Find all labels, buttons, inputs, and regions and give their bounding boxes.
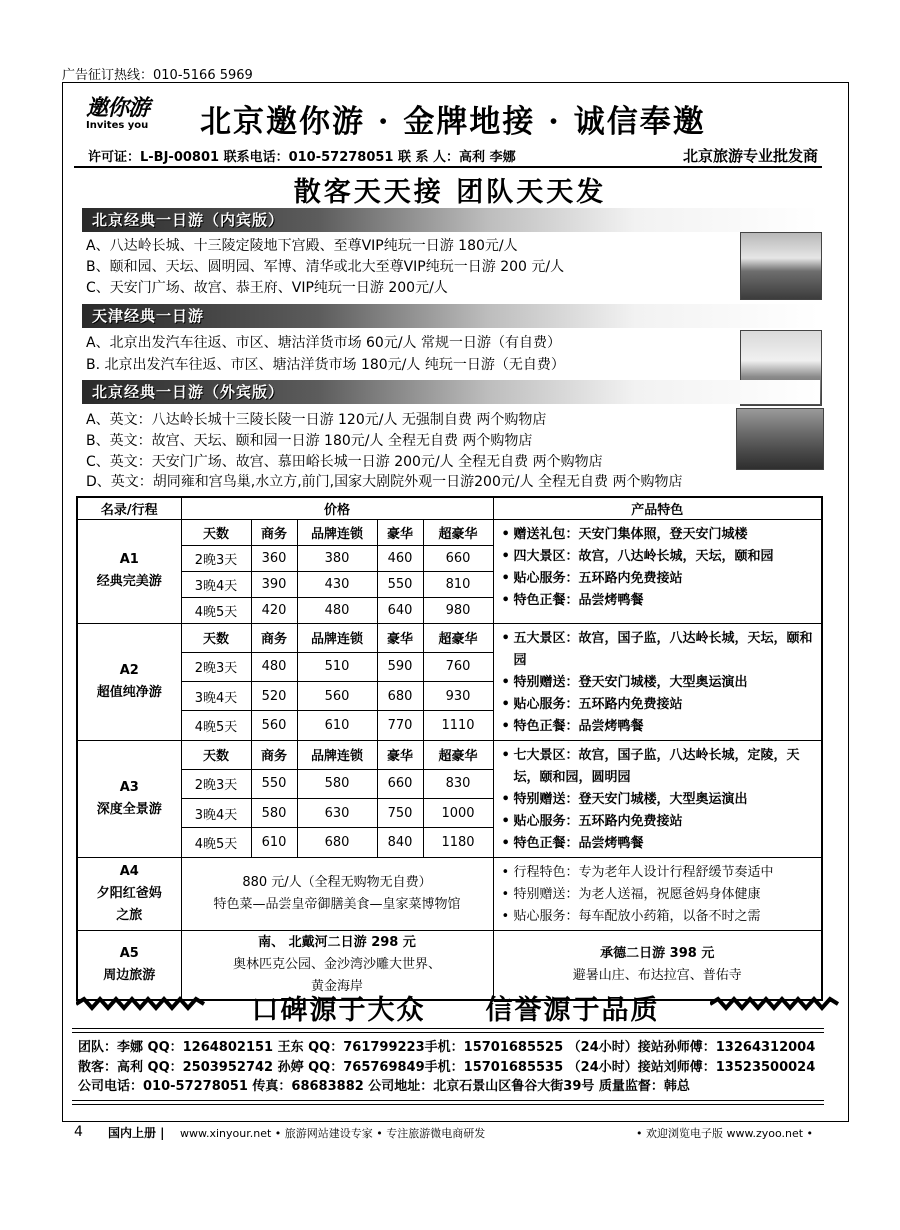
section-title: 北京经典一日游（外宾版）	[92, 383, 285, 401]
price-cell: 770	[377, 711, 423, 740]
price-cell: 1180	[423, 828, 493, 857]
section-banner	[82, 208, 820, 232]
tour-line: A、八达岭长城、十三陵定陵地下宫殿、至尊VIP纯玩一日游 180元/人	[86, 238, 518, 254]
section-label: 国内上册 |	[108, 1126, 165, 1140]
package-name: 周边旅游	[103, 967, 156, 983]
tour-line: C、天安门广场、故宫、恭王府、VIP纯玩一日游 200元/人	[86, 280, 448, 296]
feature-item: • 特别赠送：登天安门城楼，大型奥运演出	[502, 672, 818, 694]
package-code: A1	[119, 552, 139, 567]
price-cell: 520	[251, 682, 297, 711]
price-subheader-row	[77, 519, 822, 545]
tour-line: B、英文：故宫、天坛、颐和园一日游 180元/人 全程无自费 两个购物店	[86, 433, 533, 449]
package-name: 之旅	[116, 907, 143, 923]
price-cell: 420	[251, 597, 297, 623]
price-cell: 4晚5天	[181, 711, 251, 740]
contact-top-divider	[72, 1028, 824, 1033]
price-cell: 560	[297, 682, 377, 711]
feature-item: • 贴心服务：五环路内免费接站	[502, 811, 818, 833]
price-cell: 550	[377, 571, 423, 597]
price-cell: 750	[377, 799, 423, 828]
route-header: 名录/行程	[77, 497, 181, 519]
price-cell: 660	[377, 769, 423, 798]
price-subheader-row	[77, 740, 822, 769]
section-title: 北京经典一日游（内宾版）	[92, 211, 285, 229]
price-cell: 760	[423, 652, 493, 681]
tour-line: B. 北京出发汽车往返、市区、塘沽洋货市场 180元/人 纯玩一日游（无自费）	[86, 357, 565, 373]
price-cell: 2晚3天	[181, 769, 251, 798]
price-col-header: 品牌连锁	[297, 623, 377, 652]
beidaihe-sites: 黄金海岸	[310, 978, 363, 994]
page-number: 4	[74, 1124, 83, 1140]
tour-line: A、英文：八达岭长城十三陵长陵一日游 120元/人 无强制自费 两个购物店	[86, 412, 547, 428]
package-name-cell	[77, 740, 181, 857]
price-cell: 1000	[423, 799, 493, 828]
feature-item: • 特别赠送：为老人送福，祝愿爸妈身体健康	[502, 884, 818, 906]
price-cell: 4晚5天	[181, 828, 251, 857]
package-name-cell	[77, 623, 181, 740]
feature-item: • 七大景区：故宫，国子监，八达岭长城，定陵，天坛，颐和园，圆明园	[502, 745, 818, 789]
footer-ezine-link: • 欢迎浏览电子版 www.zyoo.net •	[636, 1127, 814, 1140]
price-col-header: 天数	[181, 740, 251, 769]
feature-item: • 特色正餐：品尝烤鸭餐	[502, 833, 818, 855]
great-wall-photo	[740, 232, 822, 300]
zigzag-right-ornament	[710, 996, 840, 1012]
license-contact: 许可证：L-BJ-00801 联系电话：010-57278051 联 系 人：高利 李娜	[88, 150, 516, 165]
features-cell	[493, 623, 822, 740]
price-cell: 980	[423, 597, 493, 623]
a4-price-cell	[181, 857, 493, 930]
price-cell: 810	[423, 571, 493, 597]
tour-line: A、北京出发汽车往返、市区、塘沽洋货市场 60元/人 常规一日游（有自费）	[86, 335, 562, 351]
forbidden-city-photo	[736, 408, 824, 470]
top-slogan: 散客天天接 团队天天发	[293, 177, 607, 208]
price-cell: 560	[251, 711, 297, 740]
tour-line: C、英文：天安门广场、故宫、慕田峪长城一日游 200元/人 全程无自费 两个购物店	[86, 454, 603, 470]
chengde-sites: 避暑山庄、布达拉宫、普佑寺	[572, 967, 742, 983]
section-banner	[82, 304, 820, 328]
price-col-header: 超豪华	[423, 519, 493, 545]
pricing-table	[76, 496, 823, 1001]
feature-item: • 特色正餐：品尝烤鸭餐	[502, 590, 818, 612]
price-cell: 630	[297, 799, 377, 828]
price-cell: 680	[297, 828, 377, 857]
price-cell: 380	[297, 545, 377, 571]
price-cell: 830	[423, 769, 493, 798]
footer-site-tagline: www.xinyour.net • 旅游网站建设专家 • 专注旅游微电商研发	[180, 1127, 486, 1140]
price-cell: 580	[297, 769, 377, 798]
package-name: 经典完美游	[96, 574, 162, 589]
company-logo	[86, 96, 164, 142]
features-header: 产品特色	[493, 497, 822, 519]
price-col-header: 超豪华	[423, 623, 493, 652]
package-name-cell	[77, 519, 181, 623]
price-cell: 610	[297, 711, 377, 740]
price-cell: 390	[251, 571, 297, 597]
contact-line-team: 团队：李娜 QQ：1264802151 王东 QQ：761799223手机：15701685525 （24小时）接站孙师傅：13264312004	[78, 1040, 816, 1055]
price-cell: 680	[377, 682, 423, 711]
feature-item: • 特色正餐：品尝烤鸭餐	[502, 716, 818, 738]
package-code: A3	[119, 779, 139, 795]
brand-title: 北京邀你游 · 金牌地接 · 诚信奉邀	[200, 104, 706, 140]
price-cell: 3晚4天	[181, 571, 251, 597]
bottom-slogan	[62, 986, 849, 1026]
price-cell: 360	[251, 545, 297, 571]
price-cell: 430	[297, 571, 377, 597]
wholesaler-tagline: 北京旅游专业批发商	[682, 147, 818, 165]
package-name: 夕阳红爸妈	[96, 885, 162, 901]
chengde-title: 承德二日游 398 元	[600, 945, 715, 961]
price-col-header: 商务	[251, 623, 297, 652]
price-cell: 640	[377, 597, 423, 623]
price-cell: 580	[251, 799, 297, 828]
price-col-header: 豪华	[377, 623, 423, 652]
header-divider	[74, 166, 822, 168]
price-col-header: 商务	[251, 740, 297, 769]
price-cell: 3晚4天	[181, 799, 251, 828]
logo-mark: 邀你游	[86, 95, 150, 121]
features-cell	[493, 519, 822, 623]
price-header: 价格	[181, 497, 493, 519]
package-name-cell	[77, 857, 181, 930]
price-col-header: 商务	[251, 519, 297, 545]
beidaihe-sites: 奥林匹克公园、金沙湾沙雕大世界、	[232, 956, 441, 972]
price-cell: 2晚3天	[181, 545, 251, 571]
price-col-header: 品牌连锁	[297, 740, 377, 769]
price-cell: 510	[297, 652, 377, 681]
feature-item: • 贴心服务：五环路内免费接站	[502, 568, 818, 590]
price-cell: 480	[251, 652, 297, 681]
a4-menu: 特色菜—品尝皇帝御膳美食—皇家菜博物馆	[213, 896, 461, 912]
price-cell: 480	[297, 597, 377, 623]
package-name: 深度全景游	[96, 801, 162, 817]
feature-item: • 四大景区：故宫，八达岭长城，天坛，颐和园	[502, 546, 818, 568]
section-title: 天津经典一日游	[92, 307, 205, 325]
features-cell	[493, 857, 822, 930]
tour-line: B、颐和园、天坛、圆明园、军博、清华或北大至尊VIP纯玩一日游 200 元/人	[86, 259, 565, 275]
package-row-a4	[77, 857, 822, 930]
license-row	[88, 146, 818, 165]
price-cell: 550	[251, 769, 297, 798]
price-cell: 2晚3天	[181, 652, 251, 681]
slogan-right: 信誉源于品质	[485, 995, 660, 1026]
price-cell: 1110	[423, 711, 493, 740]
price-cell: 460	[377, 545, 423, 571]
section-banner	[82, 380, 820, 404]
price-col-header: 超豪华	[423, 740, 493, 769]
price-cell: 4晚5天	[181, 597, 251, 623]
contact-line-individual: 散客：高利 QQ：2503952742 孙婷 QQ：765769849手机：15701685535 （24小时）接站刘师傅：13523500024	[78, 1060, 816, 1075]
price-col-header: 天数	[181, 623, 251, 652]
slogan-left: 口碑源于大众	[251, 995, 426, 1026]
package-code: A5	[119, 945, 139, 961]
price-cell: 930	[423, 682, 493, 711]
tour-line: D、英文：胡同雍和宫鸟巢,水立方,前门,国家大剧院外观一日游200元/人 全程无自费 两个购物店	[86, 474, 683, 490]
feature-item: • 行程特色：专为老年人设计行程舒缓节奏适中	[502, 862, 818, 884]
feature-item: • 特别赠送：登天安门城楼，大型奥运演出	[502, 789, 818, 811]
package-code: A2	[119, 662, 139, 678]
price-col-header: 天数	[181, 519, 251, 545]
ad-hotline: 广告征订热线：010-5166 5969	[62, 68, 253, 83]
table-header-row	[77, 497, 822, 519]
price-col-header: 豪华	[377, 519, 423, 545]
feature-item: • 五大景区：故宫，国子监，八达岭长城，天坛，颐和园	[502, 628, 818, 672]
package-code: A4	[119, 863, 139, 879]
price-col-header: 品牌连锁	[297, 519, 377, 545]
package-name: 超值纯净游	[96, 684, 162, 700]
price-cell: 3晚4天	[181, 682, 251, 711]
contact-line-company: 公司电话：010-57278051 传真：68683882 公司地址：北京石景山区鲁谷大街39号 质量监督：韩总	[78, 1079, 690, 1094]
price-subheader-row	[77, 623, 822, 652]
price-cell: 590	[377, 652, 423, 681]
feature-item: • 赠送礼包：天安门集体照，登天安门城楼	[502, 524, 818, 546]
price-cell: 610	[251, 828, 297, 857]
beidaihe-title: 南、 北戴河二日游 298 元	[258, 934, 416, 950]
contact-bottom-divider	[72, 1100, 824, 1105]
feature-item: • 贴心服务：五环路内免费接站	[502, 694, 818, 716]
features-cell	[493, 740, 822, 857]
feature-item: • 贴心服务：每车配放小药箱，以备不时之需	[502, 906, 818, 928]
a4-price: 880 元/人（全程无购物无自费）	[242, 874, 432, 890]
price-cell: 840	[377, 828, 423, 857]
price-col-header: 豪华	[377, 740, 423, 769]
logo-subtitle: Invites you	[86, 120, 149, 131]
price-cell: 660	[423, 545, 493, 571]
